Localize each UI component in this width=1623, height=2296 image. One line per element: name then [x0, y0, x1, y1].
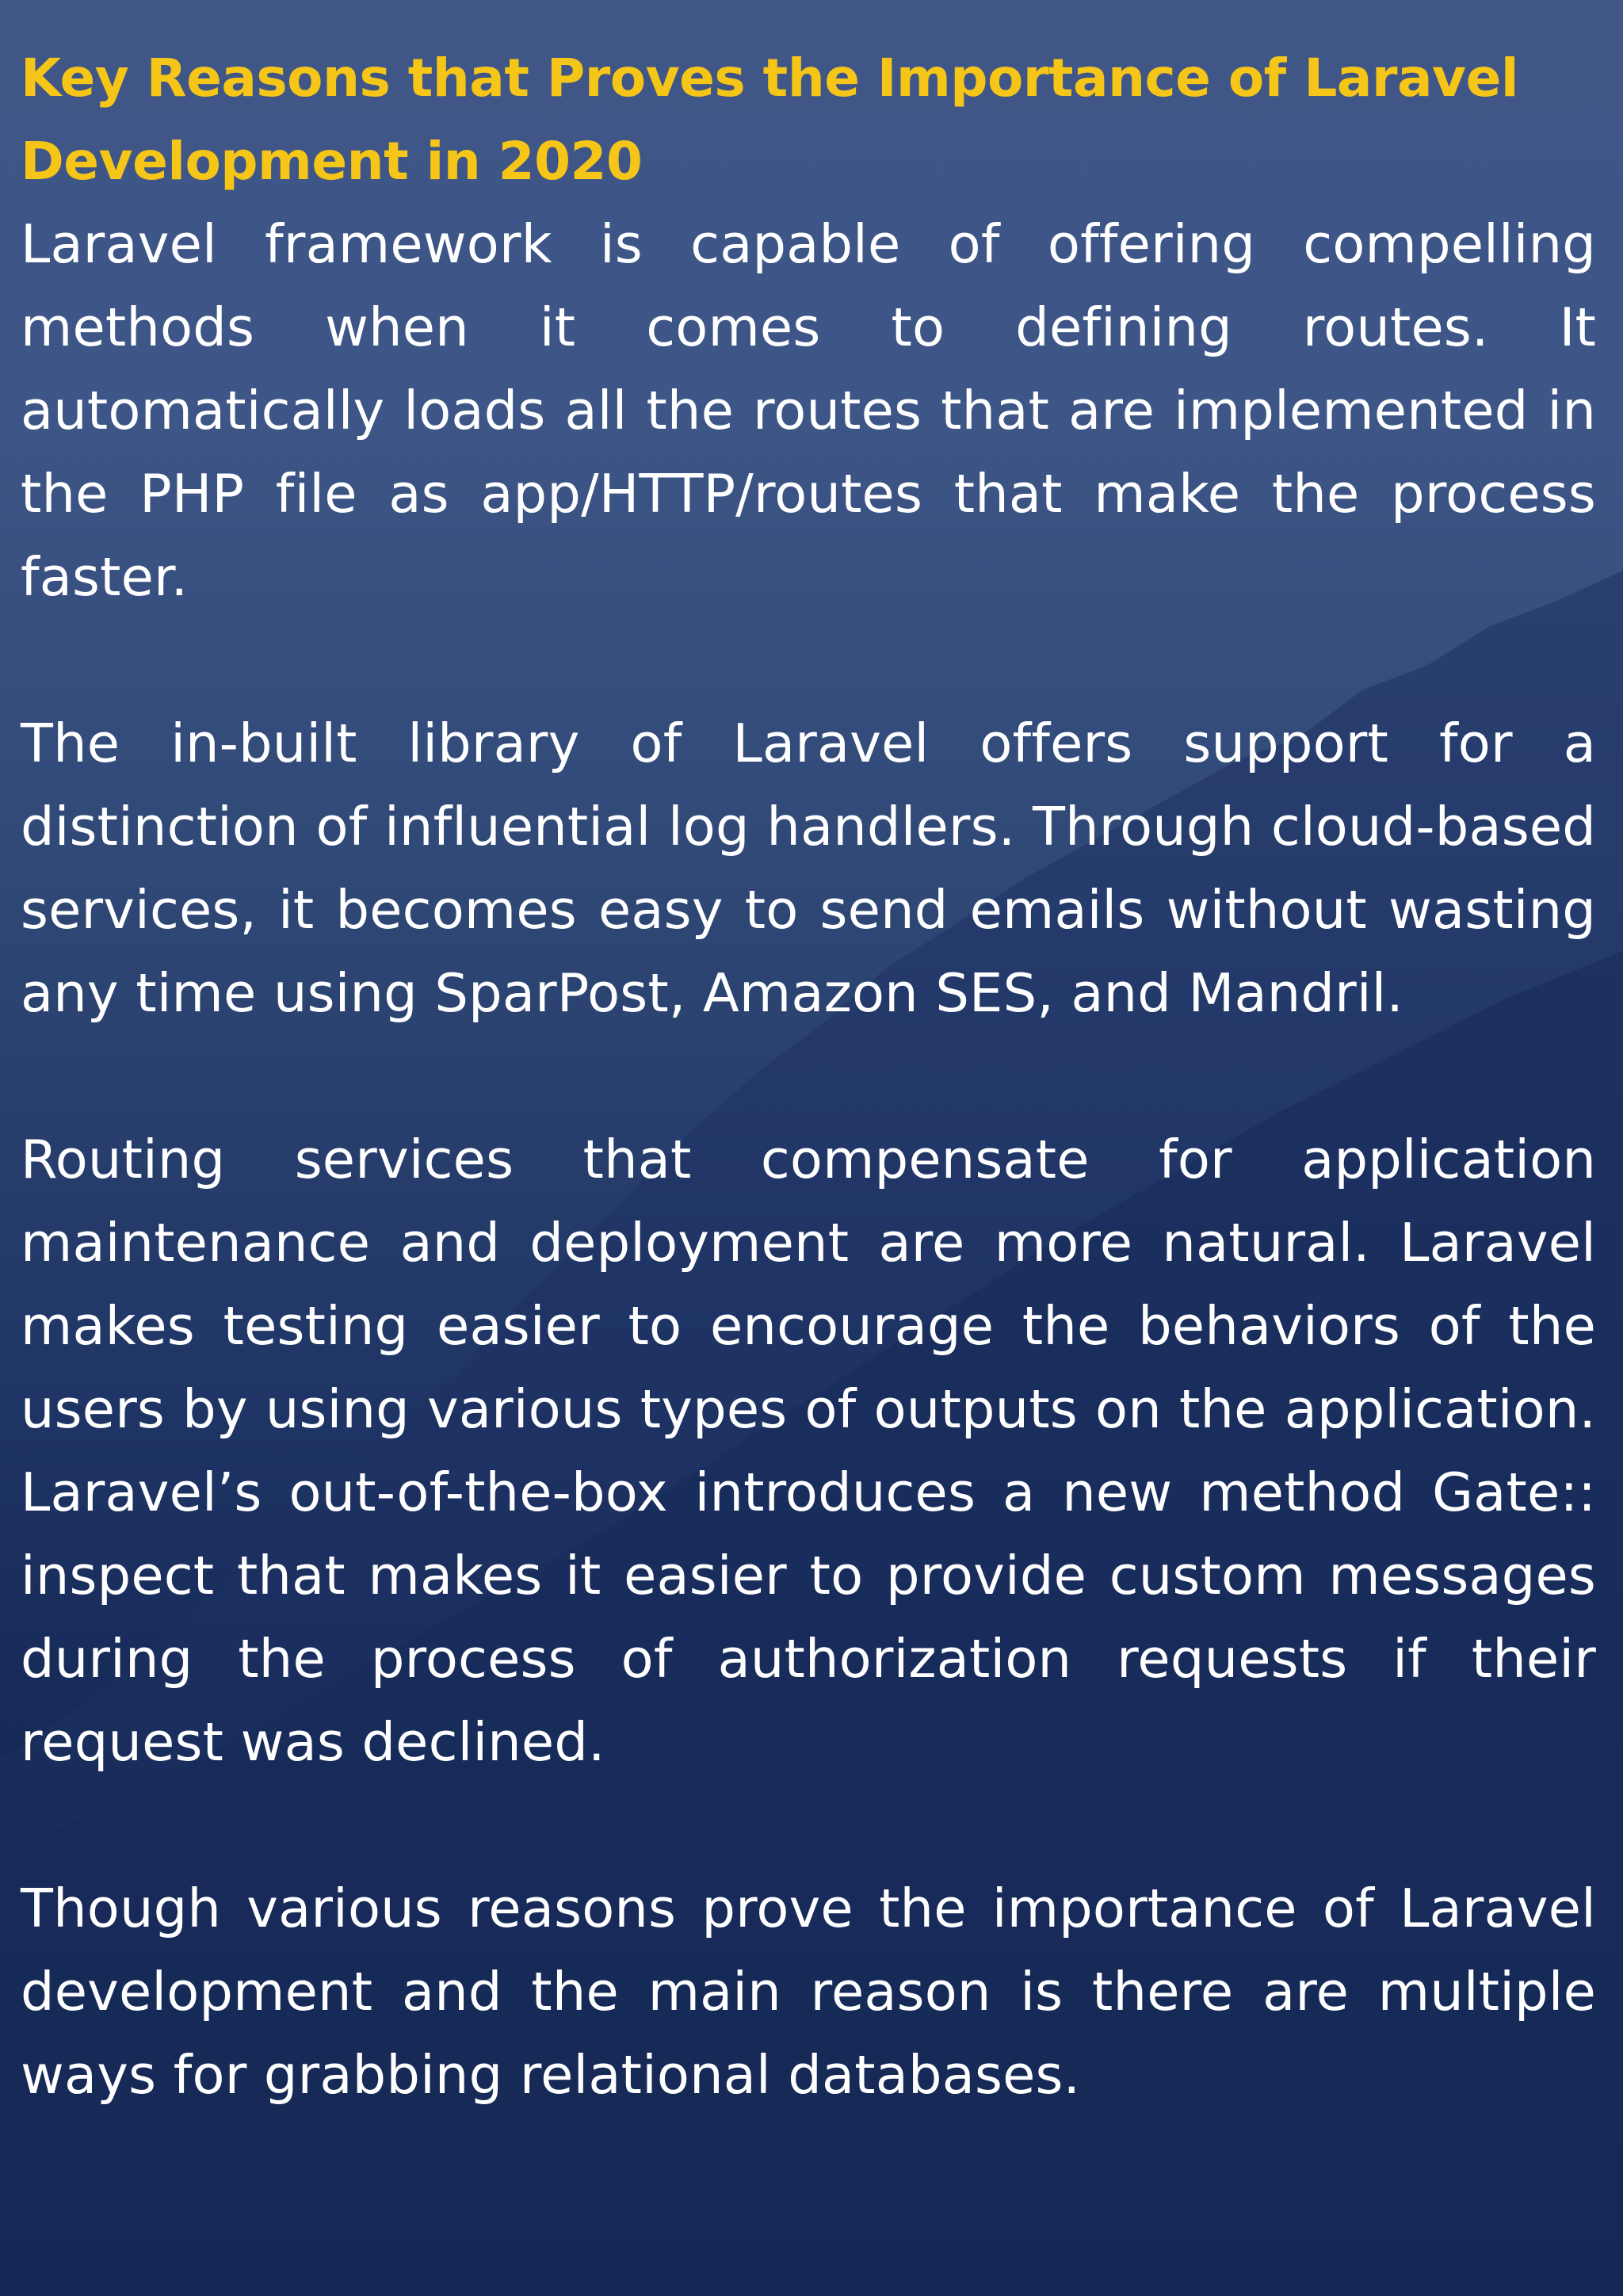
paragraph-conclusion: Though various reasons prove the importance of Laravel development and the main reason is there are multiple ways for grabbing relational databases.: [21, 1878, 1596, 2106]
paragraph-routes: Laravel framework is capable of offering compelling methods when it comes to defining routes. It automatically loads all the routes that are implemented in the PHP file as app/HTTP/routes that make the process faster.: [21, 213, 1596, 608]
paragraph-routing-services: Routing services that compensate for application maintenance and deployment are more natural. Laravel makes testing easier to encourage the behaviors of the users by using various types of outputs on the application. Laravel’s out-of-the-box introduces a new method Gate:: inspect that makes it easier to provide custom messages during the process of authorization requests if their request was declined.: [21, 1129, 1596, 1773]
article: [21, 36, 1596, 2117]
article-title: Key Reasons that Proves the Importance of Laravel Development in 2020: [21, 48, 1518, 192]
paragraph-log-handlers: The in-built library of Laravel offers support for a distinction of influential log handlers. Through cloud-based services, it becomes easy to send emails without wasting any time using SparPost, Amazon SES, and Mandril.: [21, 712, 1596, 1024]
